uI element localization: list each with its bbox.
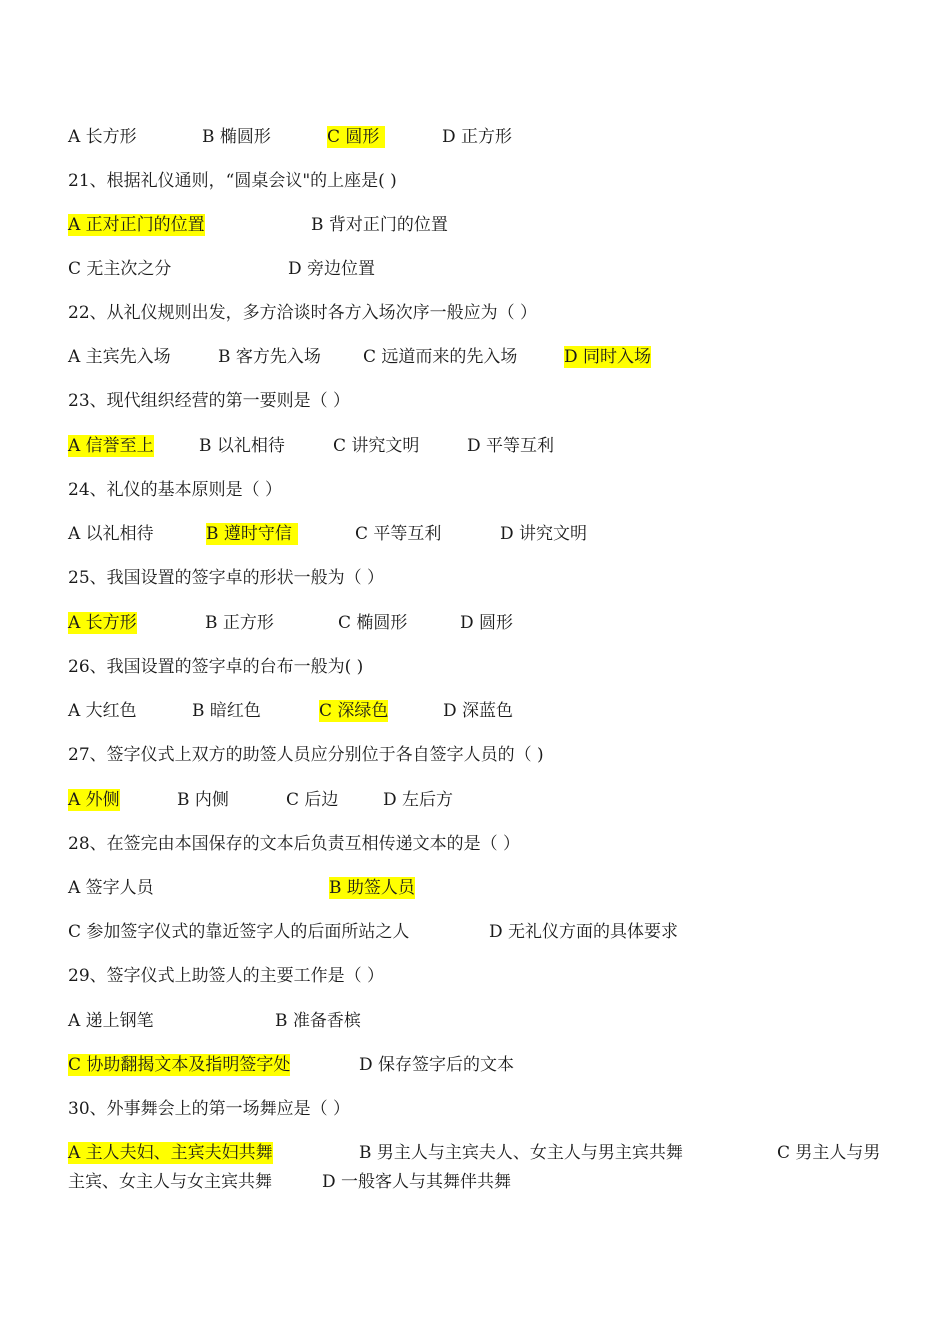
q26-option-c: C 深绿色	[319, 701, 389, 721]
q27-question: 27、签字仪式上双方的助签人员应分别位于各自签字人员的（ )	[68, 745, 544, 765]
q21-option-c: C 无主次之分	[68, 259, 172, 279]
q28-option-d: D 无礼仪方面的具体要求	[489, 922, 679, 942]
q27-option-b: B 内侧	[177, 790, 229, 810]
q24-option-b: B 遵时守信	[206, 523, 298, 545]
q20-option-a: A 长方形	[68, 127, 137, 147]
q24-question: 24、礼仪的基本原则是（ ）	[68, 480, 283, 500]
q28-options-row2	[68, 921, 768, 943]
q20-option-d: D 正方形	[442, 127, 513, 147]
q23-option-b: B 以礼相待	[199, 436, 285, 456]
q25-option-d: D 圆形	[460, 613, 514, 633]
q25-option-c: C 椭圆形	[338, 613, 408, 633]
q21-question: 21、根据礼仪通则，“圆桌会议"的上座是( )	[68, 171, 397, 191]
q21-option-b: B 背对正门的位置	[311, 215, 448, 235]
q22-question: 22、从礼仪规则出发，多方洽谈时各方入场次序一般应为（ ）	[68, 303, 538, 323]
q23-option-c: C 讲究文明	[333, 436, 420, 456]
q28-option-a: A 签字人员	[68, 878, 154, 898]
q26-option-b: B 暗红色	[192, 701, 261, 721]
q26-options	[68, 700, 668, 722]
q27-options	[68, 789, 668, 811]
q29-option-c: C 协助翻揭文本及指明签字处	[68, 1055, 291, 1075]
q22-option-a: A 主宾先入场	[68, 347, 171, 367]
q21-options-row1	[68, 214, 568, 236]
q21-option-a: A 正对正门的位置	[68, 215, 205, 235]
q20-options	[68, 126, 568, 148]
q30-question: 30、外事舞会上的第一场舞应是（ ）	[68, 1099, 351, 1119]
q20-option-b: B 椭圆形	[202, 127, 271, 147]
q30-option-c-part2: 主宾、女主人与女主宾共舞	[68, 1172, 272, 1192]
q20-option-c: C 圆形	[327, 126, 385, 148]
q26-option-d: D 深蓝色	[443, 701, 514, 721]
q29-options-row2	[68, 1054, 668, 1076]
q30-options-row1	[68, 1142, 898, 1164]
q26-option-a: A 大红色	[68, 701, 137, 721]
q29-option-a: A 递上钢笔	[68, 1011, 154, 1031]
q24-option-a: A 以礼相待	[68, 524, 154, 544]
q25-question: 25、我国设置的签字卓的形状一般为（ ）	[68, 568, 385, 588]
q28-option-b: B 助签人员	[329, 878, 415, 898]
q26-question: 26、我国设置的签字卓的台布一般为( )	[68, 657, 364, 677]
q22-options	[68, 346, 768, 368]
q27-option-c: C 后边	[286, 790, 339, 810]
q22-option-b: B 客方先入场	[218, 347, 321, 367]
q25-options	[68, 612, 668, 634]
q30-option-c-part1: C 男主人与男	[777, 1143, 881, 1163]
q30-option-b: B 男主人与主宾夫人、女主人与男主宾共舞	[359, 1143, 683, 1163]
q23-options	[68, 435, 668, 457]
q30-option-a: A 主人夫妇、主宾夫妇共舞	[68, 1143, 273, 1163]
q25-option-a: A 长方形	[68, 613, 137, 633]
q21-option-d: D 旁边位置	[288, 259, 376, 279]
q24-options	[68, 523, 668, 545]
q21-options-row2	[68, 258, 568, 280]
q28-question: 28、在签完由本国保存的文本后负责互相传递文本的是（ ）	[68, 834, 521, 854]
q23-option-a: A 信誉至上	[68, 436, 154, 456]
q29-options-row1	[68, 1010, 668, 1032]
q22-option-c: C 远道而来的先入场	[363, 347, 518, 367]
q25-option-b: B 正方形	[205, 613, 274, 633]
q30-options-row2	[68, 1171, 668, 1193]
q27-option-a: A 外侧	[68, 790, 120, 810]
q28-option-c: C 参加签字仪式的靠近签字人的后面所站之人	[68, 922, 410, 942]
q27-option-d: D 左后方	[383, 790, 454, 810]
q28-options-row1	[68, 877, 668, 899]
q24-option-c: C 平等互利	[355, 524, 442, 544]
q23-question: 23、现代组织经营的第一要则是（ ）	[68, 391, 351, 411]
q22-option-d: D 同时入场	[564, 347, 652, 367]
q29-option-d: D 保存签字后的文本	[359, 1055, 515, 1075]
q23-option-d: D 平等互利	[467, 436, 555, 456]
q30-option-d: D 一般客人与其舞伴共舞	[322, 1172, 512, 1192]
q24-option-d: D 讲究文明	[500, 524, 588, 544]
q29-question: 29、签字仪式上助签人的主要工作是（ ）	[68, 966, 385, 986]
q29-option-b: B 准备香槟	[275, 1011, 361, 1031]
